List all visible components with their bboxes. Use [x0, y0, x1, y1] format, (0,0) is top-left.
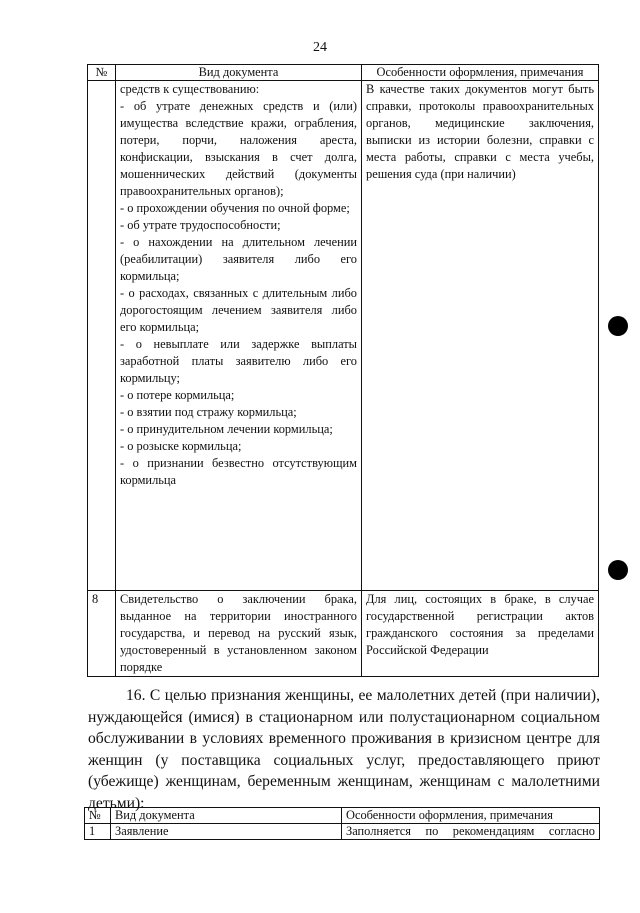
- crisis-center-documents-table: [84, 807, 600, 840]
- header-number: №: [85, 808, 111, 824]
- binder-hole-mark: [608, 560, 628, 580]
- row-number: [88, 81, 116, 591]
- list-item: - о нахождении на длительном лечении (реабилитации) заявителя либо его кормильца;: [120, 235, 357, 283]
- list-item: - о потере кормильца;: [120, 388, 235, 402]
- row-number: 8: [88, 591, 116, 677]
- list-item: средств к существованию:: [120, 82, 260, 96]
- binder-hole-mark: [608, 316, 628, 336]
- table-row: [85, 824, 600, 840]
- page-number: 24: [313, 40, 327, 55]
- notes-cell: Для лиц, состоящих в браке, в случае государственной регистрации актов гражданского состояния за пределами Российской Федерации: [362, 591, 599, 677]
- document-type-cell: Заявление: [111, 824, 342, 840]
- table-header-row: [85, 808, 600, 824]
- list-item: - об утрате трудоспособности;: [120, 218, 281, 232]
- table-row: [88, 81, 599, 591]
- header-notes: Особенности оформления, примечания: [362, 65, 599, 81]
- list-item: - о невыплате или задержке выплаты заработной платы заявителю либо его кормильцу;: [120, 337, 357, 385]
- list-item: - об утрате денежных средств и (или) имущества вследствие кражи, ограбления, потери, порчи, наложения ареста, конфискации, взыскания в счет долга, мошеннических действий (документы правоохранительных органов);: [120, 99, 357, 198]
- list-item: - о розыске кормильца;: [120, 439, 242, 453]
- header-document-type: Вид документа: [111, 808, 342, 824]
- list-item: - о принудительном лечении кормильца;: [120, 422, 333, 436]
- header-number: №: [88, 65, 116, 81]
- notes-cell: Заполняется по рекомендациям согласно: [342, 824, 600, 840]
- table-row: [88, 591, 599, 677]
- notes-cell: В качестве таких документов могут быть справки, протоколы правоохранительных органов, медицинские заключения, выписки из истории болезни, справки с места работы, справки с места учебы, решения суда (при наличии): [362, 81, 599, 591]
- document-type-cell: Свидетельство о заключении брака, выданное на территории иностранного государства, и перевод на русский язык, удостоверенный в установленном законом порядке: [116, 591, 362, 677]
- list-item: - о прохождении обучения по очной форме;: [120, 201, 350, 215]
- list-item: - о взятии под стражу кормильца;: [120, 405, 297, 419]
- list-item: - о расходах, связанных с длительным либо дорогостоящим лечением заявителя либо его кормильца;: [120, 286, 357, 334]
- list-item: - о признании безвестно отсутствующим кормильца: [120, 456, 357, 487]
- document-type-cell: [116, 81, 362, 591]
- documents-table-continued: [87, 64, 599, 677]
- row-number: 1: [85, 824, 111, 840]
- header-notes: Особенности оформления, примечания: [342, 808, 600, 824]
- header-document-type: Вид документа: [116, 65, 362, 81]
- section-16-paragraph: 16. С целью признания женщины, ее малолетних детей (при наличии), нуждающейся (имися) в стационарном или полустационарном социальном обслуживании в условиях временного проживания в кризисном центре для женщин (у поставщика социальных услуг, предоставляющего приют (убежище) женщинам, беременным женщинам, женщинам с малолетними детьми):: [88, 687, 600, 812]
- table-header-row: [88, 65, 599, 81]
